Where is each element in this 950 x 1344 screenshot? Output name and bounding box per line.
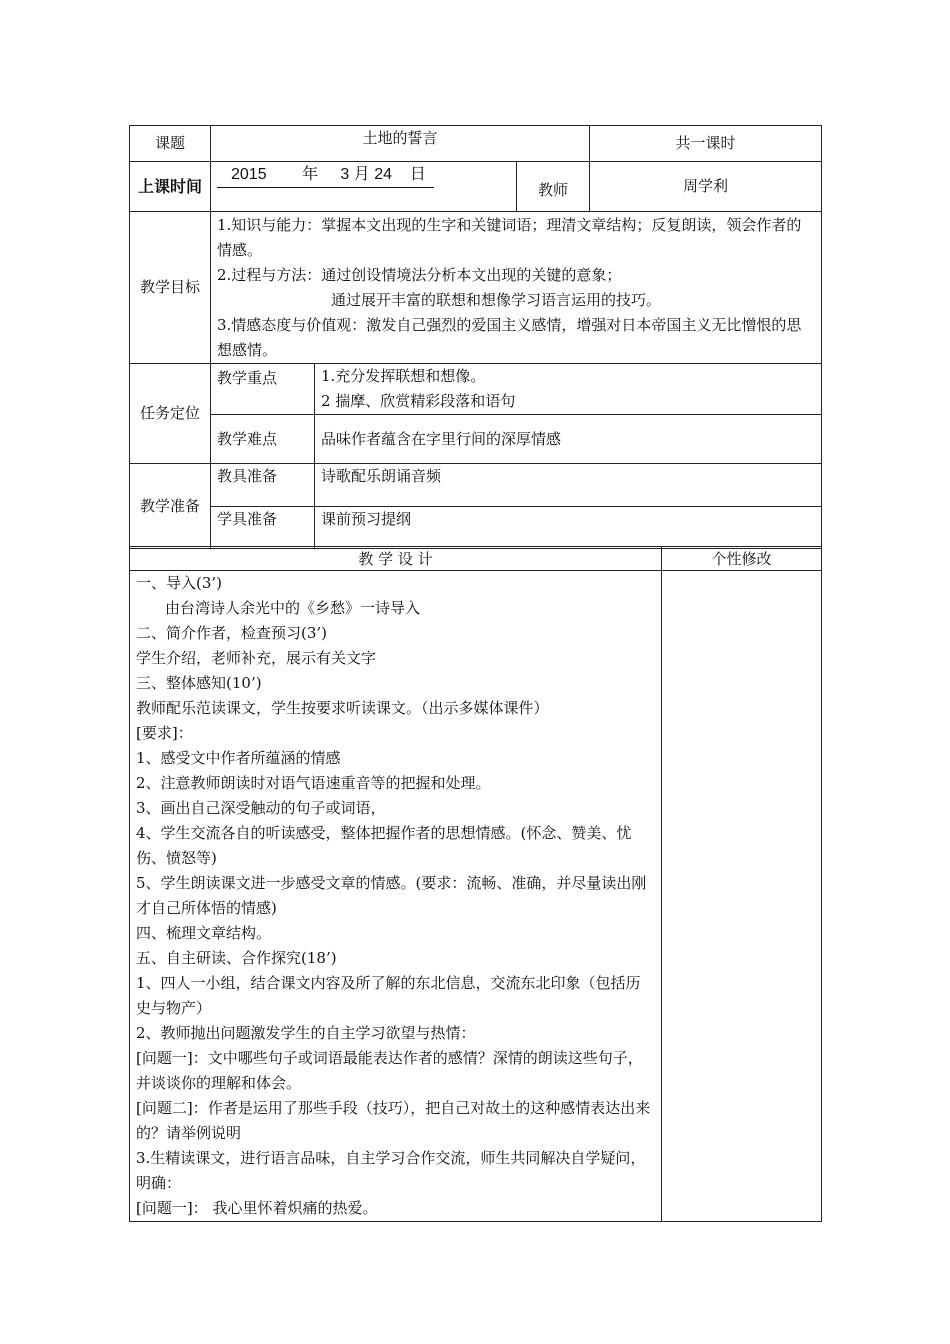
design-line: 二、简介作者，检查预习(3’) — [136, 624, 328, 642]
revision-title: 个性修改 — [662, 547, 822, 571]
design-line: 学生介绍，老师补充，展示有关文字 — [136, 649, 377, 667]
design-line: 一、导入(3’) — [136, 574, 223, 592]
goal-line: 1.知识与能力：掌握本文出现的生字和关键词语；理清文章结构；反复朗读，领会作者的情感。 — [217, 216, 802, 259]
topic-label: 课题 — [130, 126, 211, 162]
goal-line: 3.情感态度与价值观：激发自己强烈的爱国主义感情，增强对日本帝国主义无比憎恨的思想感情。 — [217, 316, 802, 359]
goals-content — [211, 212, 822, 364]
tools-label: 教具准备 — [211, 464, 315, 507]
teacher-label: 教师 — [517, 162, 590, 212]
prep-label: 教学准备 — [130, 464, 211, 549]
tools-value: 诗歌配乐朗诵音频 — [315, 464, 822, 507]
goal-line: 通过展开丰富的联想和想像学习语言运用的技巧。 — [331, 291, 662, 309]
date-underline: 2015 年 3 月 24 日 — [217, 162, 434, 188]
design-line: 2、教师抛出问题激发学生的自主学习欲望与热情： — [136, 1024, 476, 1042]
task-label: 任务定位 — [130, 364, 211, 464]
design-line: 三、整体感知(10’) — [136, 674, 262, 692]
revision-column — [662, 571, 822, 1222]
design-line: 教师配乐范读课文，学生按要求听读课文。（出示多媒体课件） — [136, 699, 549, 717]
design-line: [问题一]： 我心里怀着炽痛的热爱。 — [136, 1199, 378, 1217]
key-point-line: 2 揣摩、欣赏精彩段落和语句 — [321, 392, 516, 410]
key-points-content — [315, 364, 822, 415]
student-tools-value: 课前预习提纲 — [315, 507, 822, 549]
design-content — [130, 571, 662, 1222]
design-line: 1、四人一小组，结合课文内容及所了解的东北信息，交流东北印象（包括历史与物产） — [136, 974, 641, 1017]
difficult-points-label: 教学难点 — [211, 415, 315, 464]
hours-value: 共一课时 — [590, 126, 822, 162]
design-line: [要求]： — [136, 724, 193, 742]
design-line: 四、梳理文章结构。 — [136, 924, 272, 942]
lesson-info-table — [129, 125, 822, 549]
design-line: 3.生精读课文，进行语言品味，自主学习合作交流，师生共同解决自学疑问，明确： — [136, 1149, 646, 1192]
difficult-points-content: 品味作者蕴含在字里行间的深厚情感 — [315, 415, 822, 464]
goals-label: 教学目标 — [130, 212, 211, 364]
key-points-label: 教学重点 — [211, 364, 315, 415]
design-line: [问题二]：作者是运用了那些手段（技巧），把自己对故土的这种感情表达出来的？请举例说明 — [136, 1099, 651, 1142]
design-line: 由台湾诗人余光中的《乡愁》一诗导入 — [165, 599, 421, 617]
time-label: 上课时间 — [130, 162, 211, 212]
design-line: 5、学生朗读课文进一步感受文章的情感。(要求：流畅、准确，并尽量读出刚才自己所体悟的情感) — [136, 874, 647, 917]
topic-value: 土地的誓言 — [211, 126, 590, 162]
student-tools-label: 学具准备 — [211, 507, 315, 549]
class-date — [211, 162, 517, 212]
design-line: 2、注意教师朗读时对语气语速重音等的把握和处理。 — [136, 774, 491, 792]
design-title: 教 学 设 计 — [130, 547, 662, 571]
design-line: 1、感受文中作者所蕴涵的情感 — [136, 749, 341, 767]
design-line: 3、画出自己深受触动的句子或词语， — [136, 799, 386, 817]
goal-line: 2.过程与方法：通过创设情境法分析本文出现的关键的意象； — [217, 266, 622, 284]
key-point-line: 1.充分发挥联想和想像。 — [321, 367, 486, 385]
design-line: 五、自主研读、合作探究(18’) — [136, 949, 337, 967]
design-line: 4、学生交流各自的听读感受，整体把握作者的思想情感。(怀念、赞美、忧伤、愤怒等) — [136, 824, 632, 867]
teaching-design-table — [129, 546, 822, 1222]
design-line: [问题一]：文中哪些句子或词语最能表达作者的感情？深情的朗读这些句子，并谈谈你的理解和体会。 — [136, 1049, 643, 1092]
teacher-value: 周学利 — [590, 162, 822, 212]
